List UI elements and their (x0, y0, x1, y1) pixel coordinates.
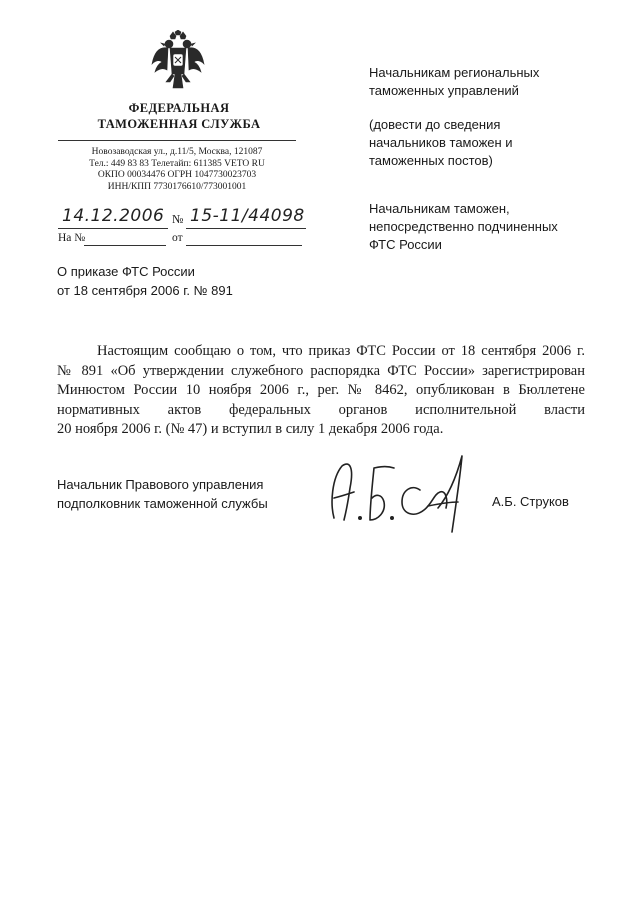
addressee-line: начальников таможен и (369, 135, 513, 150)
russian-double-headed-eagle-icon (150, 30, 206, 92)
org-inn-kpp: ИНН/КПП 7730176610/773001001 (107, 181, 247, 192)
subject-line: от 18 сентября 2006 г. № 891 (57, 283, 233, 298)
addressee-line: таможенных управлений (369, 83, 519, 98)
signatory-position (57, 475, 268, 513)
subject-line: О приказе ФТС России (57, 264, 195, 279)
body-line: № 891 «Об утверждении служебного распорядка ФТС России» зарегистрирован (57, 362, 585, 379)
registration-number-label: № (172, 212, 184, 226)
signatory-name: А.Б. Струков (492, 494, 569, 509)
reference-date-underline (186, 245, 302, 246)
addressee-line: ФТС России (369, 237, 442, 252)
body-line: нормативных актов федеральных органов исполнительной власти (57, 401, 585, 418)
addressee-customs-heads (369, 200, 609, 254)
addressee-line: Начальникам таможен, (369, 201, 510, 216)
addressee-line: таможенных постов) (369, 153, 493, 168)
org-address: Новозаводская ул., д.11/5, Москва, 121087 (91, 147, 263, 157)
addressee-line: непосредственно подчиненных (369, 219, 558, 234)
organization-contacts (64, 147, 290, 193)
letter-body (57, 342, 585, 440)
date-underline (58, 228, 168, 229)
position-line: Начальник Правового управления (57, 477, 264, 492)
position-line: подполковник таможенной службы (57, 496, 268, 511)
registration-line (58, 206, 308, 232)
number-underline (186, 228, 306, 229)
registration-date: 14.12.2006 (62, 206, 165, 226)
body-line: Минюстом России 10 ноября 2006 г., рег. № 8462, опубликован в Бюллетене (57, 382, 585, 398)
org-name-line2: ТАМОЖЕННАЯ СЛУЖБА (97, 117, 261, 131)
addressee-line: (довести до сведения (369, 117, 501, 132)
letterhead-divider (58, 140, 296, 141)
handwritten-signature-icon (320, 448, 480, 538)
reference-line (58, 232, 308, 250)
org-phones: Тел.: 449 83 83 Телетайп: 611385 VETO RU (89, 158, 265, 169)
registration-number: 15-11/44098 (190, 206, 305, 226)
addressee-regional-customs (369, 64, 609, 100)
reference-number-label: На № (58, 232, 86, 244)
addressee-note (369, 116, 609, 170)
body-line: 20 ноября 2006 г. (№ 47) и вступил в силу 1 декабря 2006 года. (57, 421, 444, 437)
letter-subject (57, 262, 233, 300)
organization-name (64, 100, 294, 132)
org-okpo-ogrn: ОКПО 00034476 ОГРН 1047730023703 (97, 170, 257, 180)
body-line: Настоящим сообщаю о том, что приказ ФТС России от 18 сентября 2006 г. (97, 343, 585, 359)
reference-number-underline (84, 245, 166, 246)
reference-from-label: от (172, 232, 183, 244)
org-name-line1: ФЕДЕРАЛЬНАЯ (128, 101, 230, 115)
addressee-line: Начальникам региональных (369, 65, 540, 80)
